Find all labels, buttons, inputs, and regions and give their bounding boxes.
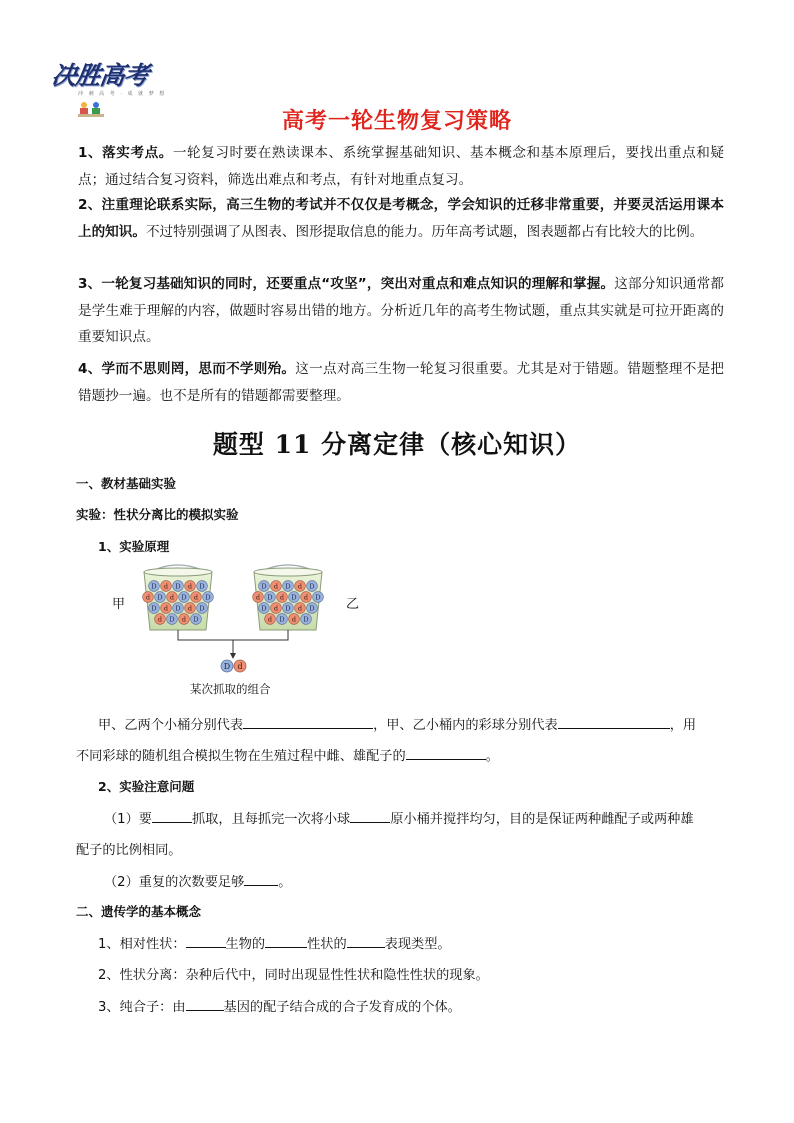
page-title: 高考一轮生物复习策略 bbox=[281, 109, 512, 134]
bucket-ball-label: d bbox=[273, 582, 279, 591]
bucket-ball-label: D bbox=[199, 582, 205, 591]
bucket-ball-label: d bbox=[169, 593, 175, 602]
blank-same-species[interactable] bbox=[186, 934, 226, 948]
ball-D-label: D bbox=[223, 662, 231, 671]
strategy-3-body: 这部分知识通常都是学生难于理解的内容，做题时容易出错的地方。分析近几年的高考生物试题，重点其实就是可拉开距离的重要知识点。 bbox=[78, 276, 725, 345]
logo-text: 决胜高考 bbox=[49, 61, 150, 90]
bucket-ball-label: d bbox=[193, 593, 199, 602]
blank-same-gene[interactable] bbox=[186, 997, 224, 1011]
concept-1: 1、相对性状： 生物的 性状的 表现类型。 bbox=[98, 933, 451, 952]
bucket-ball-label: d bbox=[163, 582, 169, 591]
logo-subtitle: 冲 刺 高 考 · 成 就 梦 想 bbox=[78, 91, 167, 97]
bucket-ball-label: d bbox=[303, 593, 309, 602]
section-2-heading: 二、遗传学的基本概念 bbox=[76, 904, 202, 919]
bucket-ball-label: D bbox=[285, 582, 291, 591]
strategy-1-lead: 1、落实考点。 bbox=[78, 145, 173, 161]
bucket-ball-label: d bbox=[279, 593, 285, 602]
bucket-ball-label: d bbox=[187, 604, 193, 613]
blank-same-trait[interactable] bbox=[265, 934, 307, 948]
notes-heading: 2、实验注意问题 bbox=[98, 779, 195, 794]
bucket-ball-label: D bbox=[279, 615, 285, 624]
experiment-title: 实验：性状分离比的模拟实验 bbox=[76, 507, 239, 522]
bucket-figure bbox=[140, 560, 340, 678]
bucket-ball-label: D bbox=[315, 593, 321, 602]
bucket-ball-label: d bbox=[145, 593, 151, 602]
blank-balls-represent[interactable] bbox=[558, 715, 670, 729]
concept-3: 3、纯合子：由 基因的配子结合成的合子发育成的个体。 bbox=[98, 996, 461, 1015]
figure-caption: 某次抓取的组合 bbox=[190, 682, 271, 696]
bucket-ball-label: d bbox=[267, 615, 273, 624]
blank-repeat-count[interactable] bbox=[244, 872, 278, 886]
bucket-ball-label: D bbox=[291, 593, 297, 602]
bucket-ball-label: D bbox=[285, 604, 291, 613]
bucket-ball-label: D bbox=[309, 604, 315, 613]
bucket-ball-label: D bbox=[175, 604, 181, 613]
bucket-ball-label: d bbox=[255, 593, 261, 602]
bucket-ball-label: d bbox=[163, 604, 169, 613]
bucket-ball-label: D bbox=[303, 615, 309, 624]
bucket-ball-label: d bbox=[273, 604, 279, 613]
strategy-2 bbox=[78, 192, 724, 245]
bucket-ball-label: D bbox=[205, 593, 211, 602]
section-1-heading: 一、教材基础实验 bbox=[76, 476, 177, 491]
strategy-3-lead: 3、一轮复习基础知识的同时，还要重点“攻坚”，突出对重点和难点知识的理解和掌握。 bbox=[78, 276, 615, 292]
strategy-4-lead: 4、学而不思则罔，思而不学则殆。 bbox=[78, 361, 296, 377]
bucket-ball-label: D bbox=[151, 582, 157, 591]
note-2: （2）重复的次数要足够 。 bbox=[104, 871, 291, 890]
bucket-ball-label: D bbox=[267, 593, 273, 602]
bucket-ball-label: D bbox=[309, 582, 315, 591]
bucket-right-label: 乙 bbox=[346, 597, 360, 612]
bucket-ball-label: D bbox=[175, 582, 181, 591]
bucket-ball-label: D bbox=[181, 593, 187, 602]
strategy-3 bbox=[78, 271, 724, 351]
bucket-ball-label: D bbox=[157, 593, 163, 602]
blank-gamete-combination[interactable] bbox=[406, 746, 486, 760]
blank-different[interactable] bbox=[347, 934, 385, 948]
bucket-ball-label: d bbox=[297, 582, 303, 591]
concept-2: 2、性状分离：杂种后代中，同时出现显性性状和隐性性状的现象。 bbox=[98, 968, 489, 983]
bucket-right bbox=[254, 565, 322, 630]
note-1-line-2: 配子的比例相同。 bbox=[76, 843, 182, 858]
bucket-left bbox=[144, 565, 212, 630]
bucket-ball-label: d bbox=[157, 615, 163, 624]
bucket-ball-label: d bbox=[187, 582, 193, 591]
strategy-1-body: 一轮复习时要在熟读课本、系统掌握基础知识、基本概念和基本原理后，要找出重点和疑点；通过结合复习资料，筛选出难点和考点，有针对地重点复习。 bbox=[78, 145, 724, 188]
note-1-line-1: （1）要 抓取，且每抓完一次将小球 原小桶并搅拌均匀，目的是保证两种雌配子或两种雄 bbox=[104, 808, 694, 827]
blank-return-ball[interactable] bbox=[350, 809, 390, 823]
blank-grab-method[interactable] bbox=[152, 809, 192, 823]
bucket-ball-label: d bbox=[291, 615, 297, 624]
bucket-ball-label: D bbox=[261, 604, 267, 613]
bucket-ball-label: D bbox=[193, 615, 199, 624]
bucket-ball-label: d bbox=[181, 615, 187, 624]
topic-title: 题型 11 分离定律（核心知识） bbox=[212, 430, 582, 459]
ball-d-label: d bbox=[237, 662, 243, 671]
question-1-line-2: 不同彩球的随机组合模拟生物在生殖过程中雌、雄配子的 。 bbox=[76, 745, 499, 764]
bucket-left-label: 甲 bbox=[112, 597, 126, 612]
bucket-ball-label: D bbox=[169, 615, 175, 624]
strategy-1 bbox=[78, 140, 724, 193]
strategy-2-body: 不过特别强调了从图表、图形提取信息的能力。历年高考试题，图表题都占有比较大的比例。 bbox=[145, 223, 704, 240]
blank-bucket-represent[interactable] bbox=[243, 715, 373, 729]
bucket-ball-label: D bbox=[261, 582, 267, 591]
bucket-ball-label: D bbox=[199, 604, 205, 613]
question-1-line-1: 甲、乙两个小桶分别代表 ，甲、乙小桶内的彩球分别代表 ，用 bbox=[98, 714, 696, 733]
strategy-4 bbox=[78, 356, 724, 409]
bucket-ball-label: D bbox=[151, 604, 157, 613]
strategy-4-body: 这一点对高三生物一轮复习很重要。尤其是对于错题。错题整理不是把错题抄一遍。也不是所有的错题都需要整理。 bbox=[78, 361, 725, 404]
principle-heading: 1、实验原理 bbox=[98, 539, 170, 554]
strategy-2-lead: 2、注重理论联系实际，高三生物的考试并不仅仅是考概念，学会知识的迁移非常重要，并要灵活运用课本上的知识。 bbox=[78, 197, 724, 240]
bucket-ball-label: d bbox=[297, 604, 303, 613]
